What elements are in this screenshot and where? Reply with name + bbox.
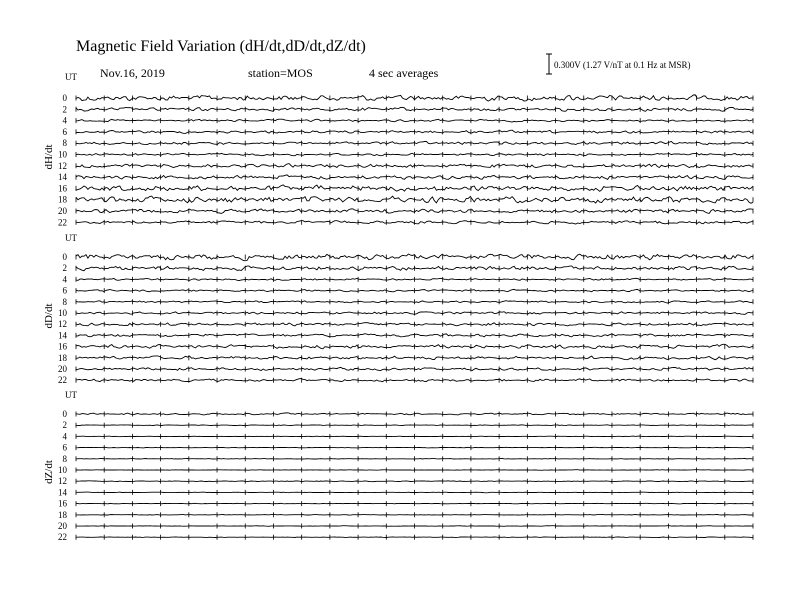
ut-header: UT [65,390,77,400]
ut-header: UT [65,233,77,243]
row-label: 14 [58,172,67,183]
row-label: 20 [58,206,67,216]
row-label: 20 [58,521,67,531]
date-label: Nov.16, 2019 [100,66,165,80]
row-label: 14 [58,330,67,341]
row-label: 2 [62,420,67,431]
row-label: 8 [62,296,67,307]
row-label: 12 [58,319,67,330]
row-label: 16 [58,498,67,509]
row-label: 4 [62,115,67,126]
row-label: 0 [62,93,67,103]
row-label: 12 [58,476,67,487]
row-label: 16 [58,341,67,352]
row-label: 22 [58,375,67,386]
row-label: 18 [58,509,67,520]
row-label: 2 [62,104,67,115]
row-label: 6 [62,442,67,453]
chart-title: Magnetic Field Variation (dH/dt,dD/dt,dZ/dt) [76,38,366,55]
row-label: 22 [58,217,67,228]
row-label: 10 [58,465,67,475]
row-label: 2 [62,263,67,274]
row-label: 4 [62,274,67,285]
averaging-label: 4 sec averages [369,66,439,80]
axis-label-1: dD/dt [43,303,55,329]
ut-header: UT [65,72,77,82]
axis-label-2: dZ/dt [43,460,55,484]
row-label: 20 [58,364,67,374]
row-label: 18 [58,194,67,205]
row-label: 14 [58,487,67,498]
row-label: 10 [58,308,67,318]
station-label: station=MOS [248,66,313,80]
row-label: 0 [62,409,67,419]
row-label: 22 [58,532,67,543]
row-label: 6 [62,126,67,137]
scale-note: 0.300V (1.27 V/nT at 0.1 Hz at MSR) [554,60,691,70]
row-label: 4 [62,431,67,442]
axis-label-0: dH/dt [43,144,55,170]
row-label: 6 [62,285,67,296]
row-label: 18 [58,352,67,363]
row-label: 0 [62,252,67,262]
row-label: 10 [58,149,67,160]
row-label: 8 [62,453,67,464]
row-label: 8 [62,138,67,149]
row-label: 16 [58,183,67,194]
row-label: 12 [58,160,67,171]
